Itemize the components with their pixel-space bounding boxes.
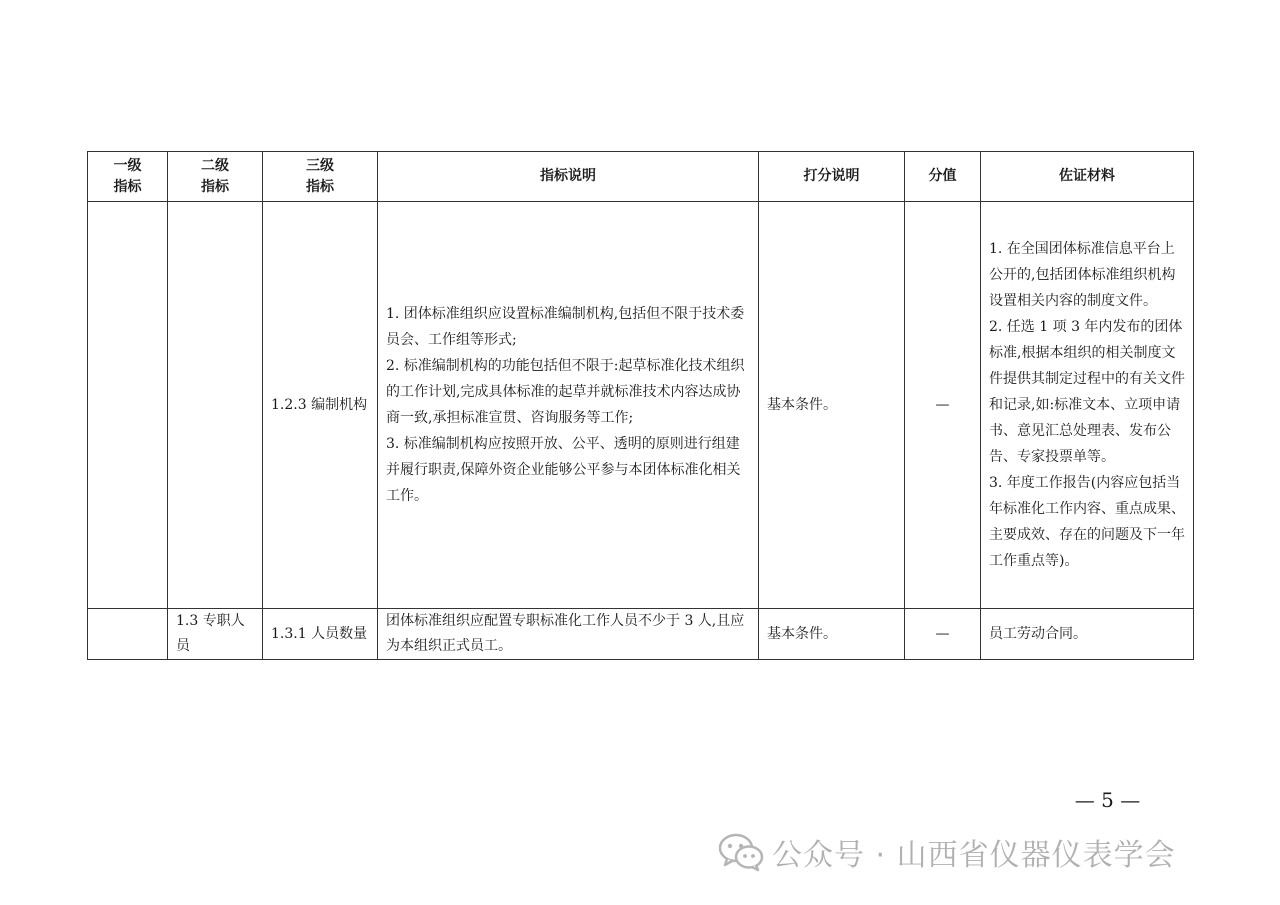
table-row [88,609,1194,660]
cell-level3: 1.2.3 编制机构 [263,202,378,609]
header-level3 [263,152,378,202]
evidence-item: 1. 在全国团体标准信息平台上公开的,包括团体标准组织机构设置相关内容的制度文件。 [989,241,1176,309]
header-level1-line2: 指标 [113,178,142,195]
cell-scoring: 基本条件。 [759,609,905,660]
header-level1 [88,152,168,202]
cell-level2: 1.3 专职人员 [168,609,263,660]
cell-description [378,202,759,609]
cell-score: — [905,202,981,609]
cell-level1 [88,609,168,660]
header-level3-line2: 指标 [306,178,334,195]
cell-description [378,609,759,660]
table-row [88,202,1194,609]
page-number: — 5 — [1074,788,1141,812]
cell-evidence [981,609,1194,660]
header-level1-line1: 一级 [113,157,142,174]
header-description: 指标说明 [378,152,759,202]
watermark [718,830,1176,874]
cell-score: — [905,609,981,660]
header-level2 [168,152,263,202]
header-level2-line1: 二级 [201,157,229,174]
cell-level1 [88,202,168,609]
wechat-icon [718,832,764,872]
evidence-item: 员工劳动合同。 [989,625,1087,642]
header-evidence: 佐证材料 [981,152,1194,202]
description-item: 2. 标准编制机构的功能包括但不限于:起草标准化技术组织的工作计划,完成具体标准的起草并就标准技术内容达成协商一致,承担标准宣贯、咨询服务等工作; [386,358,745,426]
cell-level2 [168,202,263,609]
cell-level3: 1.3.1 人员数量 [263,609,378,660]
indicator-table [87,151,1194,660]
description-item: 1. 团体标准组织应设置标准编制机构,包括但不限于技术委员会、工作组等形式; [386,306,745,348]
header-scoring: 打分说明 [759,152,905,202]
description-item: 3. 标准编制机构应按照开放、公平、透明的原则进行组建并履行职责,保障外资企业能够公平参与本团体标准化相关工作。 [386,436,741,504]
table-header-row [88,152,1194,202]
header-level2-line2: 指标 [201,178,229,195]
watermark-text: 公众号 · 山西省仪器仪表学会 [772,838,1176,873]
cell-evidence [981,202,1194,609]
cell-scoring: 基本条件。 [759,202,905,609]
header-score: 分值 [905,152,981,202]
description-item: 团体标准组织应配置专职标准化工作人员不少于 3 人,且应为本组织正式员工。 [386,613,745,654]
header-level3-line1: 三级 [306,157,334,174]
evidence-item: 3. 年度工作报告(内容应包括当年标准化工作内容、重点成果、主要成效、存在的问题及下一年工作重点等)。 [989,475,1185,569]
evidence-item: 2. 任选 1 项 3 年内发布的团体标准,根据本组织的相关制度文件提供其制定过程中的有关文件和记录,如:标准文本、立项申请书、意见汇总处理表、发布公告、专家投票单等。 [989,319,1185,465]
